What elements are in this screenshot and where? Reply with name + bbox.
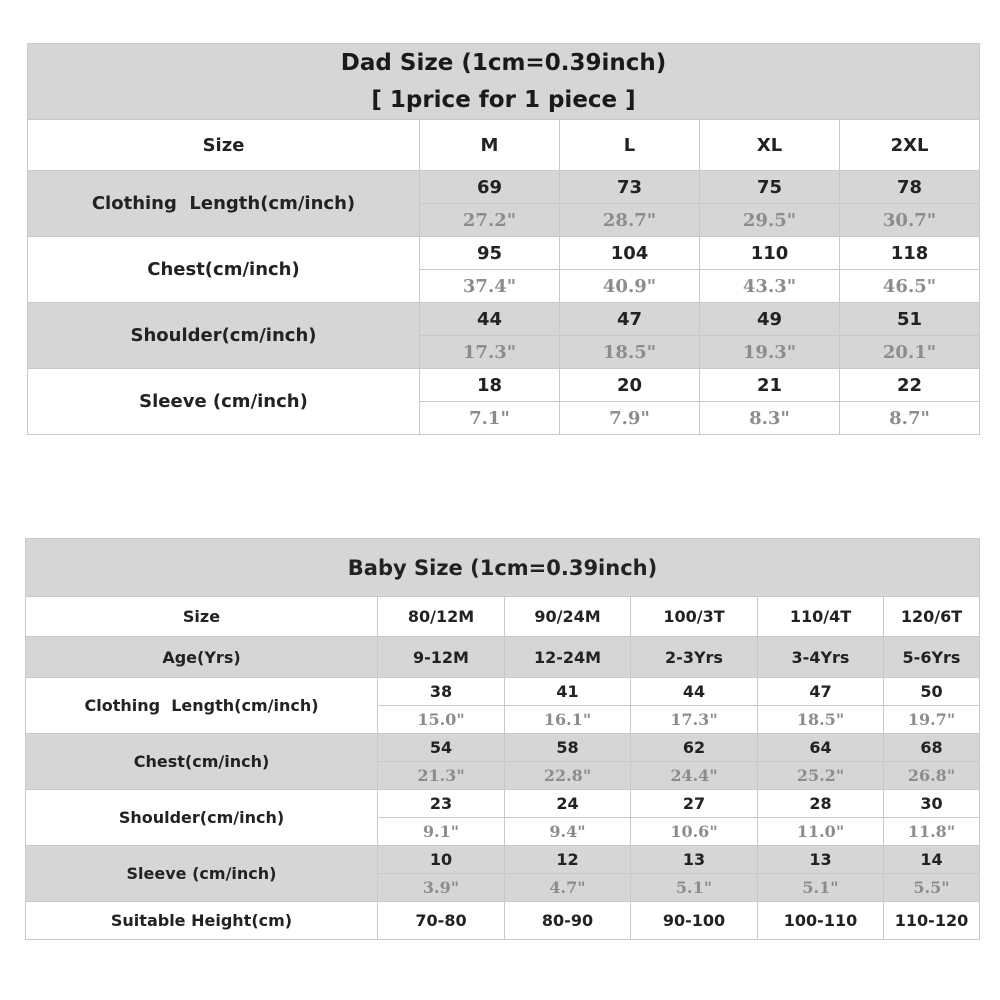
baby-height-value: 100-110 <box>758 902 884 940</box>
baby-inch-value: 21.3" <box>378 762 505 790</box>
baby-height-value: 80-90 <box>505 902 631 940</box>
baby-age-value: 12-24M <box>505 637 631 678</box>
baby-cm-value: 14 <box>884 846 980 874</box>
baby-cm-value: 68 <box>884 734 980 762</box>
baby-age-value: 9-12M <box>378 637 505 678</box>
baby-cm-value: 64 <box>758 734 884 762</box>
baby-cm-value: 47 <box>758 678 884 706</box>
baby-inch-value: 3.9" <box>378 874 505 902</box>
dad-inch-value: 43.3" <box>700 270 840 303</box>
baby-cm-value: 24 <box>505 790 631 818</box>
baby-age-value: 5-6Yrs <box>884 637 980 678</box>
dad-cm-value: 49 <box>700 303 840 336</box>
dad-cm-value: 51 <box>840 303 980 336</box>
dad-size-col-header: 2XL <box>840 120 980 171</box>
baby-size-col-header: 90/24M <box>505 597 631 637</box>
baby-inch-value: 16.1" <box>505 706 631 734</box>
dad-cm-value: 95 <box>420 237 560 270</box>
baby-cm-value: 12 <box>505 846 631 874</box>
dad-cm-value: 75 <box>700 171 840 204</box>
dad-inch-value: 37.4" <box>420 270 560 303</box>
baby-inch-value: 11.0" <box>758 818 884 846</box>
baby-inch-value: 15.0" <box>378 706 505 734</box>
dad-inch-value: 30.7" <box>840 204 980 237</box>
dad-cm-value: 22 <box>840 369 980 402</box>
baby-inch-value: 9.4" <box>505 818 631 846</box>
dad-size-col-header: M <box>420 120 560 171</box>
baby-inch-value: 26.8" <box>884 762 980 790</box>
baby-cm-value: 13 <box>631 846 758 874</box>
dad-cm-value: 69 <box>420 171 560 204</box>
dad-cm-value: 73 <box>560 171 700 204</box>
dad-cm-value: 21 <box>700 369 840 402</box>
dad-inch-value: 8.3" <box>700 402 840 435</box>
baby-cm-value: 38 <box>378 678 505 706</box>
dad-cm-value: 104 <box>560 237 700 270</box>
baby-height-value: 70-80 <box>378 902 505 940</box>
baby-inch-value: 18.5" <box>758 706 884 734</box>
dad-cm-value: 110 <box>700 237 840 270</box>
dad-title: Dad Size (1cm=0.39inch) <box>340 49 667 76</box>
baby-inch-value: 22.8" <box>505 762 631 790</box>
dad-inch-value: 19.3" <box>700 336 840 369</box>
dad-inch-value: 27.2" <box>420 204 560 237</box>
baby-height-value: 110-120 <box>884 902 980 940</box>
baby-inch-value: 25.2" <box>758 762 884 790</box>
dad-inch-value: 17.3" <box>420 336 560 369</box>
baby-cm-value: 30 <box>884 790 980 818</box>
baby-inch-value: 5.1" <box>758 874 884 902</box>
dad-size-col-header: L <box>560 120 700 171</box>
baby-size-col-header: 120/6T <box>884 597 980 637</box>
dad-cm-value: 44 <box>420 303 560 336</box>
baby-inch-value: 19.7" <box>884 706 980 734</box>
baby-row-label: Sleeve (cm/inch) <box>26 846 378 902</box>
baby-cm-value: 50 <box>884 678 980 706</box>
baby-inch-value: 4.7" <box>505 874 631 902</box>
dad-cm-value: 20 <box>560 369 700 402</box>
baby-cm-value: 41 <box>505 678 631 706</box>
baby-size-col-header: 100/3T <box>631 597 758 637</box>
baby-row-label: Chest(cm/inch) <box>26 734 378 790</box>
baby-inch-value: 11.8" <box>884 818 980 846</box>
dad-size-table <box>27 43 980 435</box>
baby-inch-value: 17.3" <box>631 706 758 734</box>
dad-row-label: Shoulder(cm/inch) <box>28 303 420 369</box>
dad-cm-value: 47 <box>560 303 700 336</box>
baby-inch-value: 5.5" <box>884 874 980 902</box>
dad-inch-value: 28.7" <box>560 204 700 237</box>
baby-title: Baby Size (1cm=0.39inch) <box>26 539 980 597</box>
dad-inch-value: 7.1" <box>420 402 560 435</box>
dad-inch-value: 29.5" <box>700 204 840 237</box>
baby-height-header: Suitable Height(cm) <box>26 902 378 940</box>
dad-cm-value: 78 <box>840 171 980 204</box>
baby-row-label: Shoulder(cm/inch) <box>26 790 378 846</box>
dad-row-label: Clothing Length(cm/inch) <box>28 171 420 237</box>
dad-inch-value: 7.9" <box>560 402 700 435</box>
dad-subtitle: [ 1price for 1 piece ] <box>371 86 636 113</box>
baby-cm-value: 28 <box>758 790 884 818</box>
baby-inch-value: 5.1" <box>631 874 758 902</box>
baby-size-table <box>25 538 980 940</box>
baby-size-col-header: 110/4T <box>758 597 884 637</box>
baby-age-header: Age(Yrs) <box>26 637 378 678</box>
baby-age-value: 2-3Yrs <box>631 637 758 678</box>
baby-size-header: Size <box>26 597 378 637</box>
baby-inch-value: 9.1" <box>378 818 505 846</box>
baby-inch-value: 10.6" <box>631 818 758 846</box>
dad-inch-value: 40.9" <box>560 270 700 303</box>
baby-cm-value: 54 <box>378 734 505 762</box>
baby-age-value: 3-4Yrs <box>758 637 884 678</box>
dad-inch-value: 20.1" <box>840 336 980 369</box>
baby-size-col-header: 80/12M <box>378 597 505 637</box>
baby-cm-value: 58 <box>505 734 631 762</box>
baby-cm-value: 13 <box>758 846 884 874</box>
dad-cm-value: 18 <box>420 369 560 402</box>
baby-cm-value: 10 <box>378 846 505 874</box>
dad-cm-value: 118 <box>840 237 980 270</box>
dad-inch-value: 8.7" <box>840 402 980 435</box>
dad-inch-value: 18.5" <box>560 336 700 369</box>
baby-cm-value: 23 <box>378 790 505 818</box>
dad-row-label: Chest(cm/inch) <box>28 237 420 303</box>
dad-size-col-header: XL <box>700 120 840 171</box>
baby-cm-value: 62 <box>631 734 758 762</box>
dad-inch-value: 46.5" <box>840 270 980 303</box>
dad-title-cell <box>28 44 980 120</box>
baby-height-value: 90-100 <box>631 902 758 940</box>
dad-size-header: Size <box>28 120 420 171</box>
dad-row-label: Sleeve (cm/inch) <box>28 369 420 435</box>
baby-inch-value: 24.4" <box>631 762 758 790</box>
baby-cm-value: 27 <box>631 790 758 818</box>
baby-cm-value: 44 <box>631 678 758 706</box>
baby-row-label: Clothing Length(cm/inch) <box>26 678 378 734</box>
